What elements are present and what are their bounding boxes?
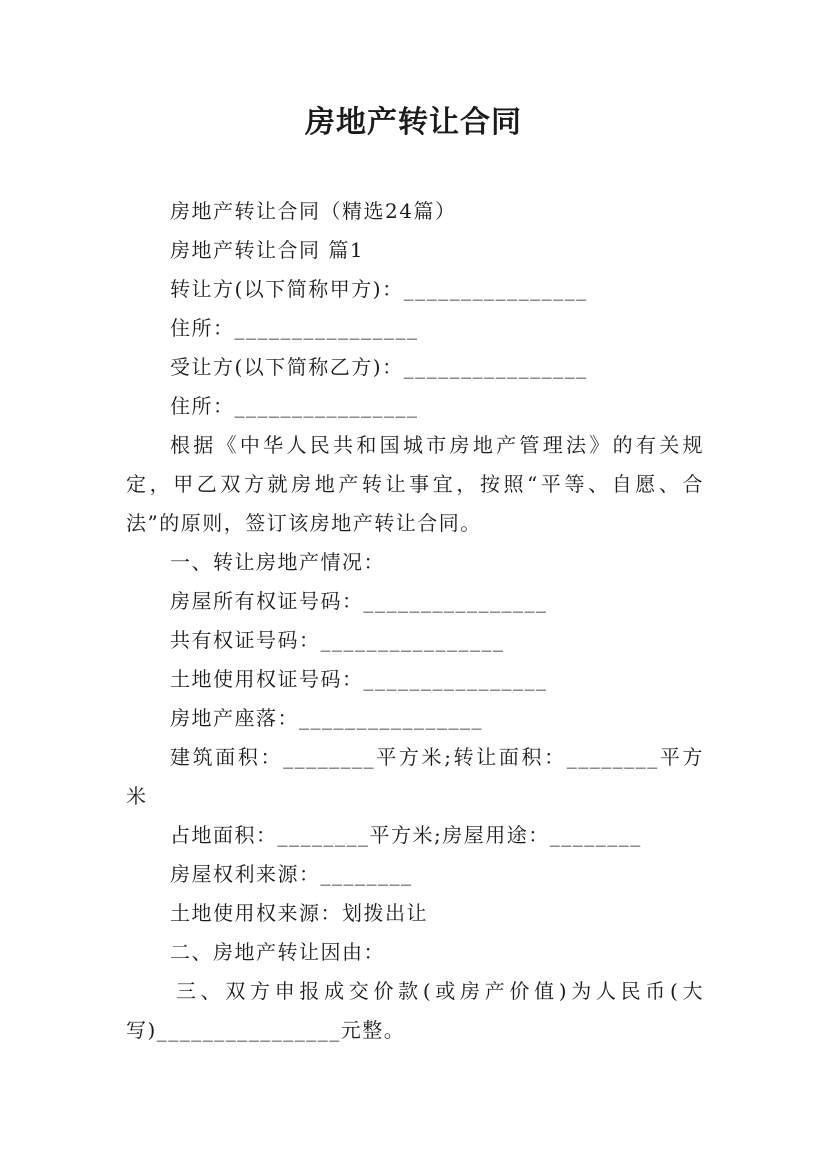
paragraph-clause-1-heading: 一、转让房地产情况： bbox=[170, 550, 385, 574]
document-title: 房地产转让合同 bbox=[305, 105, 522, 140]
paragraph-clause-2-heading: 二、房地产转让因由： bbox=[170, 940, 385, 964]
paragraph-location: 房地产座落：________________ bbox=[170, 706, 483, 730]
paragraph-subtitle: 房地产转让合同（精选24篇） bbox=[170, 199, 457, 223]
paragraph-transferor: 转让方(以下简称甲方)：________________ bbox=[170, 277, 588, 301]
paragraph-land-rights-source: 土地使用权来源：划拨出让 bbox=[170, 901, 428, 925]
paragraph-house-certificate: 房屋所有权证号码：________________ bbox=[170, 589, 548, 613]
paragraph-section-heading: 房地产转让合同 篇1 bbox=[170, 238, 365, 262]
paragraph-land-area: 占地面积：________平方米;房屋用途：________ bbox=[170, 823, 642, 847]
paragraph-co-ownership-certificate: 共有权证号码：________________ bbox=[170, 628, 505, 652]
paragraph-building-area: 建筑面积：________平方米;转让面积：________平方米 bbox=[126, 745, 704, 808]
paragraph-transferor-address: 住所：________________ bbox=[170, 316, 419, 340]
paragraph-transferee-address: 住所：________________ bbox=[170, 394, 419, 418]
document-body bbox=[126, 192, 704, 1050]
paragraph-preamble: 根据《中华人民共和国城市房地产管理法》的有关规定，甲乙双方就房地产转让事宜，按照“平等、自愿、合法”的原则，签订该房地产转让合同。 bbox=[126, 433, 704, 535]
paragraph-transferee: 受让方(以下简称乙方)：________________ bbox=[170, 355, 588, 379]
paragraph-house-rights-source: 房屋权利来源：________ bbox=[170, 862, 413, 886]
paragraph-land-certificate: 土地使用权证号码：________________ bbox=[170, 667, 548, 691]
paragraph-clause-3: 三、双方申报成交价款(或房产价值)为人民币(大写)________________元整。 bbox=[126, 979, 704, 1042]
